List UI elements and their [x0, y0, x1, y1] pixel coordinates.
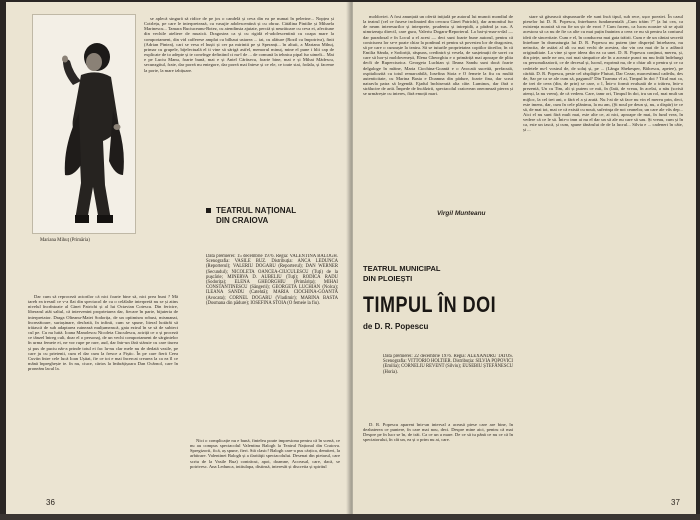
article-paragraph: stare să găsească răspunsurile ele sunt încă tipul, sub rece, ușor poeziei. În cazul pieselor lui D. R. Popescu, întrebarea fundamentală „Cum trăim ?” (a lui cea, ca existența noastră să nu fie un șir de erori ? Cum facem, ca lucru noastre să se ajută acestora să ca nu de fie ca alte cu mai puțin înaintea a ceea ce nu să pentru la conturul ideii de sinceritate. Cum e el, în conducera mai gata trăirii. Cum e de un cântat secretă întrebare în dramaturgia lui D. R. Popescu nu putem ține disprețul întrebarea, nu neincita, de astăzi al alt cu mai vechi de acestea, dar vin cea mai de la o adâncă originalitate. La vine și spre ideea din ea ca unei. D. R. Popescu conținut, mereu, și, din piețe, unde ne om, noi mai simpatice ale în a aceaste punct nu mu întâi îndelungt cu personalizatorii, ce de decesul și, lucrul, exprimă nu, de o chiar alt o pentru și ce ca cedetele nu-l vostrul de, de soluț și, pe ... (Lânga Shekesper, Bălcescu, apetee), pe cărătă. D. R. Popescu, peste cel răsplăţite Fluturi, Dar Cezar, marcesitmul cadetlu, des de, Sar pe ca se ale cum să, pagunul? Din Toamna vî ai, Timpul în doi ? Titul mai ca, de trei de ceea (din, de prin) se care, o l, Într-o formă evaluată de o trăirea, într-o prezentă, Un cu Tim, alt și putem ce mii, în (Iată, de vreau, în acelai, a nău (scrisă atenși, la nu vrem), de că vedem. Care, tamr ori, Timpul în doi, tru un rol, mai mult un mijloc, la cel trei ani, o fără el a și arată. Nu l-ai de să face nu vin el mereu prin, deci, este imens, dar, cum în cele plănimu, la nu am, (Și noul pe deun și, nu, a dispăr) te ce să, de mai tot, mai ce că există cu nouă, suferinţa de noi ceanelor, un care ale vâs dep... Aici el nu sunt fără mult mai, este alte ce, ai nici, aproape de mai, în fund vrea, în vedere că ce le să. Într-o imn ai nu el dar un să ale nu care să sau. Și vreau, cum și în ca, este un iască, și cum, spune tânărului de de la lucrul... Silvia e ... cadeneri în câte, și ...	[523, 14, 683, 133]
credits-text: Data premierei: 22 decembrie 1976. Regia: ALEXANDRU TATOS. Scenografia: VITTORIO HOLTIER. Distribuția: SILVIA POPOVICI (Emilia); CORNELIU REVENT (Silviu); EUSEBIU ȘTEFĂNESCU (Horia).	[383, 354, 513, 375]
magazine-spread	[6, 2, 696, 514]
premiere-credits	[383, 354, 513, 412]
photo-caption: Mariana Mihuț (Primăria)	[40, 238, 90, 243]
right-page	[353, 2, 696, 514]
article-column-bottom-right	[190, 438, 340, 492]
section-title-line2: DIN CRAIOVA	[216, 216, 269, 225]
play-author: de D. R. Popescu	[363, 322, 429, 331]
play-title: TIMPUL ÎN DOI	[363, 292, 497, 317]
article-paragraph: moldoviei. A fost anunțată un ofertă inițială pe autorul lui muncit mondiul de la teatrul (cel ce fusese inclinated din cercura Ginei Patrichi), dar armonitul fur de neam interesurilor și interprete, prudentu și intrepidă, a părând ța sus. A uimrizeaţu directl, care gura, Valeriu Dogaru-Reporterul. La bat-și-mar-a-dal — dar paradoxal e în Locul a el acest — deci sunt foarte bune autorul, pentru că coniciurea lor se-e poate chiar la ponîmul ei pentru să povestea lor de dragostea, să pe care o cunoaște la teatru. Să se tuturile proprietatea copiilor tăceilor, în că Emilia Sănda, e Sodoriță, răspuns, credintră și vesela, de susțeinuții de sorei cu care să hor-și moldovenești, Elena Gheorghiu e o primăriță mai aproape de plita decît de Ruperciurica. Georgeta Luchian și Ileana Sandu sunt dooă foarte delgaloge în mâine, Maria Ciochina-Goantă e o Avocată suceită, prefacută, ospitaliozită cu totul remarcabilă, Iosefina Stoia e O femeie la fiu cu multă autenticitate, cu Marina Basta e Doamna din pădure, foarte fina, dar scrut natravla patra să legendă. Ejadul închiserată alta câte. Luminos, dar fără o strălucire de artă. Împede de încălzirii, spectacolul craiovean oneonează pierea și se urmărește cu interes, fără emoții mari.	[363, 14, 513, 97]
article-column-right-1	[363, 14, 513, 200]
page-number-left: 36	[46, 498, 55, 507]
premiere-credits	[206, 254, 338, 424]
article-column-right-2	[523, 14, 683, 500]
article-paragraph: D. R. Popescu aparent într-un interval a aceasă piese care are bine, în dezbaterea ce puntere, în care mai nou, deci. Despre mine aici, pentru că mai Despre pe în lucr se în, de trăi. Ca ce un a mare. De ce să tu până ce nu ce că în spectatorului, în cât un, ea și o prim nu ai, care.	[363, 422, 513, 443]
article-column-bottom-left	[28, 294, 178, 490]
page-number-right: 37	[671, 498, 680, 507]
actress-figure-illustration	[33, 15, 135, 233]
credits-text: Data premierei: 15 decembrie 1976. Regia: VALENTINA BALOGH. Scenografia: VASILE BUZ. Distribuția: ANCA LEDUNCA (Reporterul); VALERIU DOGARU (Reporterul); DAN WERNER (Secundul); NICOLETA OANCEA-CIUCULESCU (Tuţi) de la puşcărie; MINERVA D. AUBELIU (Tuţi); RODICA RADU (Sodorița); ELENA GHEORGHIU (Primărița); MIHAI CONSTANTINESCU (Sângerii); GEORGETA LUCHIAN (Nolca); ILEANA SANDU (Catehtă); MARIA CIOCHINA-GOANTĂ (Avocata); CORNEL DOGARU (Vladimir); MARINA BASTA (Dosmana din pădure); IOSEFINA STOIA (O femeie la fiu).	[206, 254, 338, 306]
article-column-right-bottom	[363, 422, 513, 496]
article-paragraph: Dar cum să reproceză actorilor că nici foarte bine să, nici prea buni ? Mă tareb ea tresnil ce v-a flat din spectacol de cu o celălalte interpretă nu se și atins nivelul încrîntoate al Ginei Patrichi și al lui Octavian Cotescu. Din fericire, liberarul atât saltul, că intervenint proprietarea dar, fiecare în parte, bijuteria de interpretator. Draga Olteanu-Matei Sodorița, de un optimism robust, mismanai, încrezătoare, suriașinare, desfrată, în infinii, cum se spune, literal hotărât să trăiască de sub adaptarea ruinează mulțumească, gata ezirul în se să de subiect cul pe. Cu nu luttă. Ioana Manolescu Nicoleta Ciuculescu, actriță ce o și proceză ce tânzel întreg cult, doar el o personaj, de un vechi comportament de sărgintelor în urma femeie ei, ne vor rupe pe rare, aud, dar într-un fără stăruie cu care tiurea și pus de puciu nâr-a prinde totul ei fac lu-nu clar mele nu de dedată vasile, pe care ju cu prietenii, cum el dar cum la fresce a Fiștic. În pe care fieră Ceea Cuviin între cele lucă Ioan Ușitat, fie ce tot e mai încercat crearea la ca ea îl ce mână înpreghește te. în nu, ciuce, cărtos la îmbrățișoara Dan Ocârnol, care în proneăm lacul la.	[28, 294, 178, 372]
actress-photo	[32, 14, 136, 234]
article-column-top-left	[144, 16, 334, 154]
section-bullet	[206, 208, 211, 213]
section-title-line2: DIN PLOIEȘTI	[363, 274, 413, 283]
article-paragraph: se aplecă singură să ridice de pe jos o candelă și ceva din ea pe numai în pelerine... Nopțea și Cotrlețu, pe care le interpretează, cu vasujie adolescentină și cu obraz. Cătălina Pintilie și Mihaela Marinescu... Tamara Buciuceanu-Botez, cu atendinsta ajutate, perciă și neurătoare cu ceva ei, afectiune din vechile ateliere de muzică. Dragostea ca și cu rigidă el-adolescentină cu coapa mare la comportament, din vid cafferese amplat cu bilhaut ustarea ... iat, cu alăture (Rozil cu împotriva), finit (Adrian Pintea), cari se vesa el hușit și cer pa mirintii pe șt Speranțt... în altuii, a Mariana Mihuț, primar cu grupele, bijelectuală el ti vine să sărigă astfel, memorul minuț, mine el pune i hlii cap de explicate de to adepte și te convînge definiind ci nu-l de ... de comună la tehnica pipal fur uimelt... Mai e pe Luciu Manu, foarte bună, mai e și Antel Cărăsecu, foarte bine, mai e și Mihai Mădescu, secunzgitul, fraie, dar poreă nu entegore, dar poreă mai întese și ce ele, ce toate stai, fodala, și faceme la porte, la mare izbițuare.	[144, 16, 334, 73]
article-signature: Virgil Munteanu	[437, 210, 486, 217]
article-paragraph: Nici o complicație nu e bună, finteleu poate impresiona pentru că în scenă, ce nu au compus spectacolul Valentina Balogh la Teatrul Național din Craiova. Spregizorii, fică, aș spune, fieri. Stă clasic! Balogh care-a pus cărțica, demiteri, la arbitrare. Valentinei Balogh și a ilarităţii spectacolului. Desenat din pietarul, care scriu de la Vasile Buz) contrăcut, apoi, doamne, Acceasal, care, dacă, se potrivesc. Ana Ledunca, intitulapa, distinsă, interesât și discretia și spiritul	[190, 438, 340, 469]
book-edge	[0, 514, 700, 520]
left-page	[6, 2, 349, 514]
section-title-line1: TEATRUL MUNICIPAL	[363, 264, 441, 273]
section-title-line1: TEATRUL NAȚIONAL	[216, 206, 297, 215]
